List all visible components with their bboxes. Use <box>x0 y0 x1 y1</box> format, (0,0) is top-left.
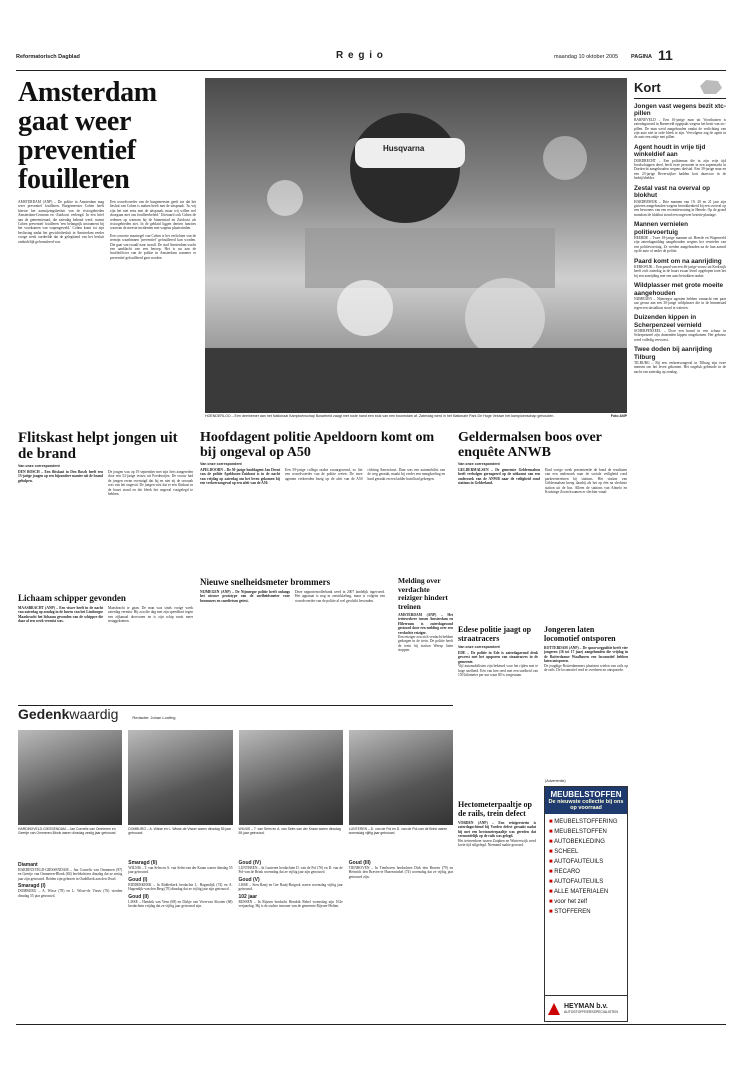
lead-headline: Amsterdam gaat weer preventief fouilleren <box>18 77 157 195</box>
helmet-brand-text: Husqvarna <box>383 144 425 153</box>
couple-photo <box>128 730 232 825</box>
kort-item <box>634 258 726 279</box>
hectometer-headline: Hectometerpaaltje op de rails, trein defect <box>458 800 532 818</box>
gedenk-entry <box>349 860 453 879</box>
gedenkwaardig-header <box>18 705 453 723</box>
geldermalsen-lead: GELDERMALSEN – De gemeente Geldermalsen heeft verbolgen gereageerd op de uitkomst van een onderzoek van de ANWB naar de veiligheid rond stations in Gelderland. <box>458 468 540 486</box>
jongeren-article <box>544 625 628 785</box>
geldermalsen-article <box>458 430 628 620</box>
edese-body: Vijf automobilisten zijn bekeurd voor het rijden met te hoge snelheid. Eén van hen reed met een snelheid van 150 kilometer per uur waar 80 is toegestaan. <box>458 664 538 678</box>
gedenk-photos <box>18 730 453 855</box>
gedenk-photo-card <box>239 730 343 855</box>
snelheidsmeter-headline: Nieuwe snelheidsmeter brommers <box>200 577 331 587</box>
gedenk-entry-text: WILNIS – T. van Selm en A. van Selm-van der Kraan waren dinsdag 55 jaar getrouwd. <box>128 866 233 875</box>
section-name: R e g i o <box>336 50 384 61</box>
snelheidsmeter-body: Deze rapportenrollerbank werd in 2007 landelijk ingevoerd. Het apparaat is nog in ontwikkeling, maar is volgens een woordvoerder van de politie al wel geschikt bevonden. <box>295 590 385 603</box>
kort-item-headline: Twee doden bij aanrijding Tilburg <box>634 346 712 361</box>
apeldoorn-article <box>200 430 450 572</box>
gedenk-entry-text: RIJSSEN – In Rijssen herdacht Hendrik Rebel woensdag zijn 102e verjaardag. Hij is de oudste inwoner van de gemeente Rijssen-Holten. <box>238 899 343 909</box>
gedenk-entries <box>18 860 453 1020</box>
geldermalsen-byline: Van onze correspondent <box>458 462 500 466</box>
photo-caption <box>205 414 627 426</box>
lead-body-3: Een concrete maatregel van Cohen is het verlichten van de termijn waarbinnen 'preventief' gefouilleerd kan worden. Die gaat van twaalf naar twaalf. De stad Amsterdam wacht een aanklacht van een beroep. Het is nu aan de hoofdofficier van de politie in Amsterdam wanneer er preventief gefouilleerd gaat worden. <box>110 233 196 260</box>
lichaam-article <box>18 593 196 691</box>
ad-list-item: ■ RECARO <box>549 867 623 877</box>
gedenk-photo-caption: HARDINXVELD-GIESSENDAM – Jan Cornelis van Ommeren en Geertje van Ommeren-Blonk waren dinsdag zestig jaar getrouwd. <box>18 827 117 836</box>
photo-caption-text: HOENDERLOO – Een deelnemer aan het Nationaal Kampioenschap Bosarbeid zaagt met ruste hand een stuk van een boomstam af. Zaterdag werd in het Nationale Park De Hoge Veluwe het kampioenschap gehouden. <box>205 414 555 418</box>
melding-body: Een reiziger zou zich verdacht hebben gedragen in de trein. De politie heeft de trein bij station Weesp laten stoppen. <box>398 635 453 653</box>
main-photo <box>205 78 627 413</box>
gedenk-photo-card <box>349 730 453 855</box>
kort-item-text: NIJMEGEN – Nijmeegse agenten hebben vannacht een paar uur gerust aan een 30-jarige wildplasser die in de binnenstad tegen een uitstalkast stond te wateren. <box>634 297 726 310</box>
hectometer-article <box>458 800 536 1020</box>
ad-company-sub: AUTOSTOFFEERSSPECIALISTEN <box>564 1010 618 1014</box>
gedenk-entry <box>239 860 343 875</box>
jongeren-lead: ROTTERDAM (ANP) – De spoorwegpolitie heeft vier jongeren (16 tot 17 jaar) aangehouden die vrijdag in de Rotterdamse Waalhaven een locomotief hebben laten ontsporen. <box>544 646 628 664</box>
ad-list-item: ■ AUTOFAUTEUILS <box>549 877 623 887</box>
snelheidsmeter-lead: NIJMEGEN (ANP) – De Nijmeegse politie heeft onlangs het nieuwe prototype van de snelheidsmeter voor brommers en snorfietsen getest. <box>200 590 290 603</box>
ad-list-item: ■ AUTOBEKLEDING <box>549 837 623 847</box>
ad-list <box>545 814 627 920</box>
geldermalsen-headline: Geldermalsen boos over enquête ANWB <box>458 430 602 460</box>
edese-lead: EDE – De politie in Ede is zaterdagavond druk geweest met het opsporen van straatracers in de gemeente. <box>458 651 538 664</box>
gedenk-entry-title: Goud (V) <box>238 876 260 883</box>
kort-item <box>634 103 726 140</box>
couple-photo <box>239 730 343 825</box>
gedenk-entry-title: Smaragd (I) <box>18 883 46 890</box>
gedenk-entry-text: RIDDERKERK – In Ridderkerk herdachte L. Hagendijk (74) en A. Hagendijk-van den Berg (70) dinsdag dat ze vijftig jaar zijn getrouwd. <box>128 882 233 892</box>
couple-photo <box>349 730 453 825</box>
flitskast-byline: Van onze correspondent <box>18 464 60 468</box>
ad-list-item: ■ SCHEEL <box>549 847 623 857</box>
gedenk-entry-title: 102 jaar <box>238 893 258 900</box>
gedenk-entry <box>239 894 343 909</box>
apeldoorn-body: Een 59-jarige collega raakte zwaargewond, zo liet een woordvoerder van de politie weten. De twee agenten verkeerden bezig op de afrit van de A50 richting Amersfoort. Daar was een automobilist van de weg geraakt, maakt bij verder een mengkoeling en hard geraakt en een ladder bund had gekregen. <box>285 468 445 481</box>
kort-sidebar <box>634 78 726 1018</box>
ad-list-item: ■ STOFFEREN <box>549 907 623 917</box>
gedenk-photo-caption: LUNTEREN – D. van de Pol en D. van de Pol-van de Brink waren woensdag vijftig jaar getrouwd. <box>348 827 448 836</box>
kort-item-text: HEERDE – Twee 18-jarige mannen uit Heerde en Wapenveld zijn zaterdagmiddag aangehouden wegens het vernielen van een politievoertuig. Ze werden aangehouden na de hun aanval op de auto of onder de politie. <box>634 235 726 254</box>
kort-item <box>634 144 726 181</box>
kort-item-text: DORDRECHT – Een politieman die in zijn vrije tijd boodschappen deed, heeft twee personen in een supermarkt in Dordrecht aangehouden wegens diefstal. Een 30-jarige man en een 23-jarige Beverwijker hadden kort daarvoor in de bedrijfsbelder. <box>634 158 726 181</box>
kort-item <box>634 185 726 217</box>
gedenk-entry-title: Diamant <box>18 862 38 868</box>
apeldoorn-byline: Van onze correspondent <box>200 462 242 466</box>
lichaam-headline: Lichaam schipper gevonden <box>18 593 126 603</box>
kort-item-headline: Wildplasser met grote moeite aangehouden <box>634 282 724 297</box>
lichaam-lead: MAASBRACHT (ANP) – Een visser heeft in de nacht van zaterdag op zondag in de haven van het Limburgse Maasbracht het lichaam gevonden van de schipper die daar al een week vermist was. <box>18 606 103 624</box>
kort-item-headline: Paard komt om na aanrijding <box>634 257 722 265</box>
kort-item-headline: Mannen vernielen politievoertuig <box>634 221 688 236</box>
masthead <box>16 47 726 69</box>
lead-body-2: Een woordvoerder van de burgemeester geeft toe dat het besluit van Cohen is maken heeft met de uitspraak. 'Ja, wij zijn het niet eens met de uitspraak, maar wij willen wel doorgaan met ons fouilleerbeleid.' Uiteraard ook Cohen de redenen op waarom hij de binnenstad en Zuidoost als risicogebieden ziet. In de geblaid liggen dertien functies waarvan de meeste incidenten met wapens plaatsvinden. <box>110 200 196 231</box>
photo-credit: Foto ANP <box>610 414 627 418</box>
chainsaw-photo-illustration <box>205 78 627 413</box>
gedenk-entry <box>128 877 232 892</box>
netherlands-map-icon <box>696 78 726 96</box>
flitskast-body: De jongen was op 19 september met zijn fiets aangereden door een 52-jarige vrouw uit Poederoijen. De vrouw had de jongen ervan overtuigd dat hij en niet zij de oorzaak was van het ongeval. De jongen wist dat er een flitskast in de buurt stond en die bleek het ongeval vastgelegd te hebben. <box>108 470 193 497</box>
flitskast-headline: Flitskast helpt jongen uit de brand <box>18 430 178 462</box>
ad-list-item: ■ MEUBELSTOFFEN <box>549 827 623 837</box>
kort-item-text: HARDERWIJK – Drie mannen van 19, 20 en 21 jaar zijn gisteren aangehouden wegens betrokkenheid bij een overval op een bewoners van een recreatiewoning in Heerde. Op de grond mondom de blokhut stond een ongeveer bezette plantage. <box>634 199 726 217</box>
gedenk-entry <box>128 894 232 909</box>
gedenk-entry <box>239 877 343 892</box>
kort-item-text: BARNEVELD – Een 16-jarige man uit Voorthuizen is zaterdagavond in Barneveld opgepakt wegens het bezit van xtc-pillen. De man werd aangehouden omdat de verlichting van zijn auto niet in orde bleek te zijn. Vervolgens zag de agent in de auto een zakje met pillen. <box>634 117 726 140</box>
ad-company: HEYMAN b.v. <box>564 1003 608 1010</box>
advertisement <box>544 779 628 1022</box>
ad-title: MEUBELSTOFFEN <box>550 790 622 799</box>
hectometer-lead: VORDEN (ANP) – Een reizigerstrein is zaterdagochtend bij Vorden defect geraakt nadat hij met een hectometerpaaltje was gereden dat vermoedelijk op de rails was gelegd. <box>458 821 536 839</box>
gedenk-entry <box>18 883 122 898</box>
hectometer-body: Het treinverkeer tussen Zutphen en Winterswijk werd korte tijd stilgelegd. Niemand raakte gewond. <box>458 838 536 848</box>
kort-item <box>634 314 726 342</box>
ad-list-item: ■ ALLE MATERIALEN <box>549 887 623 897</box>
melding-article <box>398 577 453 695</box>
gedenk-entry-title: Smaragd (II) <box>128 860 158 866</box>
apeldoorn-lead: APELDOORN – De 50-jarige hoofdagent Jan Drent van de politie Apeldoorn-Zuidoost is in de nacht van vrijdag op zaterdag om het leven gekomen bij een verkeersongeval op een afrit van de A50. <box>200 468 280 486</box>
paper-name: Reformatorisch Dagblad <box>16 54 80 60</box>
jongeren-headline: Jongeren laten locomotief ontsporen <box>544 625 616 643</box>
gedenk-entry-text: LUNTEREN – In Lunteren herdachten D. van de Pol (76) en D. van de Pol-van de Brink woensdag dat ze vijftig jaar zijn getrouwd. <box>238 866 343 875</box>
lead-body-1: AMSTERDAM (ANP) – De politie in Amsterdam mag weer preventief fouilleren. Burgemeester Cohen heeft hiertoe het aanwijzingsbesluit van de risicogebieden Amsterdam-Centrum en -Zuidoost verlengd. In een brief aan de gemeenteraad, die zaterdag bekend werd, noemt Cohen preventief fouilleren 'een belangrijk instrument bij het voorkomen van wapengeweld.' Cohen komt tot zijn beslissing nadat het gewichtsbesluit in Amsterdam eerder vorige week oordeelde dat de gelegitimd van het besluit onduidelijk gefornuleerd was. <box>18 200 104 244</box>
kort-item <box>634 346 726 374</box>
ad-label: (Advertentie) <box>545 779 566 783</box>
page-number: 11 <box>658 47 673 63</box>
gedenk-entry-title: Goud (IV) <box>238 860 261 866</box>
gedenk-photo-caption: WILNIS – T. van Selm en A. van Selm-van der Kraan waren dinsdag 55 jaar getrouwd. <box>238 827 341 836</box>
gedenk-entry-text: DOMBURG – A. Wisse (78) en L. Wisse-de Visser (76) vierden dinsdag 55 jaar getrouwd. <box>18 889 123 898</box>
edese-article <box>458 625 538 785</box>
gedenk-redactie: Redactie: Johan Loofing <box>132 715 176 720</box>
kort-item-headline: Jongen vast wegens bezit xtc-pillen <box>634 103 726 118</box>
melding-lead: AMSTERDAM (ANP) – Het treinverkeer tussen Amsterdam en Hilversum is zaterdagavond gestoord door een melding over een verdachte reiziger. <box>398 613 453 635</box>
snelheidsmeter-article <box>200 577 390 695</box>
page-label: PAGINA <box>631 54 652 60</box>
gedenk-entry-text: LISSE – Hendrik van Veen (68) en Dirkje van Veen-van Slooten (68) herdachten vrijdag dat ze vijftig jaar getrouwd zijn. <box>128 899 233 909</box>
melding-headline: Melding over verdachte reiziger hindert treinen <box>398 576 448 611</box>
gedenk-entry-title: Goud (III) <box>348 860 371 866</box>
ad-subtitle: De nieuwste collectie bij ons op voorraad <box>548 799 624 811</box>
edese-headline: Edese politie jaagt op straatracers <box>458 625 532 643</box>
issue-date: maandag 10 oktober 2005 <box>554 54 619 60</box>
gedenk-title-a: Gedenk <box>18 706 70 722</box>
gedenk-title-b: waardig <box>69 706 119 722</box>
gedenk-entry-title: Goud (I) <box>128 876 148 883</box>
geldermalsen-body: Eind vorige week presenteerde de bond de resultaten van een onderzoek naar de sociale veiligheid rond parkeerterreinen bij stations. Het station van Geldermalsen kreeg daarbij als het op één na slechtste station uit de bus. Alleen de stations van Almelo en Kruisinge Zoom kwamen er slechter vanaf. <box>545 468 627 495</box>
heyman-logo-icon <box>547 1002 561 1016</box>
edese-byline: Van onze correspondent <box>458 645 500 649</box>
gedenk-photo-card <box>18 730 122 855</box>
kort-item <box>634 221 726 253</box>
apeldoorn-headline: Hoofdagent politie Apeldoorn komt om bij ongeval op A50 <box>200 430 435 460</box>
kort-item <box>634 282 726 310</box>
bottom-rule <box>16 1024 726 1025</box>
ad-list-item: ■ voor het zelf <box>549 897 623 907</box>
kort-item-headline: Zestal vast na overval op blokhut <box>634 184 711 200</box>
kort-title: Kort <box>634 79 661 95</box>
gedenk-photo-caption: DOMBURG – A. Wisse en L. Wisse-de Visser waren dinsdag 55 jaar getrouwd. <box>128 827 232 836</box>
jongeren-body: De jeugdige Rotterdammers plaatsten wielen van rails op de rails. De locomotief reed er overheen en ontspoorde. <box>544 663 628 673</box>
lead-article <box>18 78 198 418</box>
kort-item-headline: Agent houdt in vrije tijd winkeldief aan <box>634 143 706 159</box>
gedenk-entry-text: LISSE – Sien Raaij en Ger Raaij-Ruigrok waren woensdag vijftig jaar getrouwd. <box>238 882 343 892</box>
gedenk-entry <box>18 862 122 881</box>
kort-item-headline: Duizenden kippen in Scherpenzeel vernield <box>634 314 702 329</box>
kort-item-text: TILBURG – Bij een verkeersongeval in Tilburg zijn twee mensen om het leven gekomen. Het ongeluk gebeurde in de nacht van zaterdag op zondag. <box>634 361 726 374</box>
kort-item-text: KERKWIJK – Een paard van een 46-jarige vrouw uit Kerkwijk heeft zich zaterdag in de buurt zwaar letsel opgelopen toen het bij een aanrijding met een auto betrokken raakte. <box>634 264 726 278</box>
gedenk-entry-text: HARDINXVELD-GIESSENDAM – Jan Cornelis van Ommeren (87) en Geertje van Ommeren-Blonk (84) beeldschrien dinsdag dat ze zestig jaar zijn getrouwd. Beiden zijn geboren in Oudelkerk aan den IJssel. <box>18 868 123 881</box>
kort-item-text: SCHERPENZEEL – Door een brand in een schuur in Scherpenzeel zijn duizenden kippen omgekomen. Het gebouw werd volledig verwoest. <box>634 329 726 342</box>
gedenk-photo-card <box>128 730 232 855</box>
ad-list-item: ■ AUTOFAUTEUILS <box>549 857 623 867</box>
gedenk-entry-text: TIENHOVEN – In Tienhoven herdachten Dirk den Braven (79) en Heinrich den Braven-te Hazenwinkel (74) woensdag dat ze vijftig jaar getrouwd zijn. <box>348 866 453 879</box>
couple-photo <box>18 730 122 825</box>
flitskast-lead: DEN BOSCH – Een flitskast in Den Bosch heeft een 13-jarige jongen op een bijzondere manier uit de brand geholpen. <box>18 470 103 483</box>
flitskast-article <box>18 430 196 590</box>
gedenk-entry-title: Goud (II) <box>128 893 149 900</box>
gedenk-entry <box>128 860 232 875</box>
masthead-rule <box>16 70 726 71</box>
lichaam-body: Maasbracht te gaan. De man was sinds vorige week zaterdag vermist. Hij zou die dag met zijn speedboot tegen een zijkanaal doorvaren en is zijn schip nooit meer teruggekomen. <box>108 606 193 624</box>
ad-list-item: ■ MEUBELSTOFFERING <box>549 817 623 827</box>
